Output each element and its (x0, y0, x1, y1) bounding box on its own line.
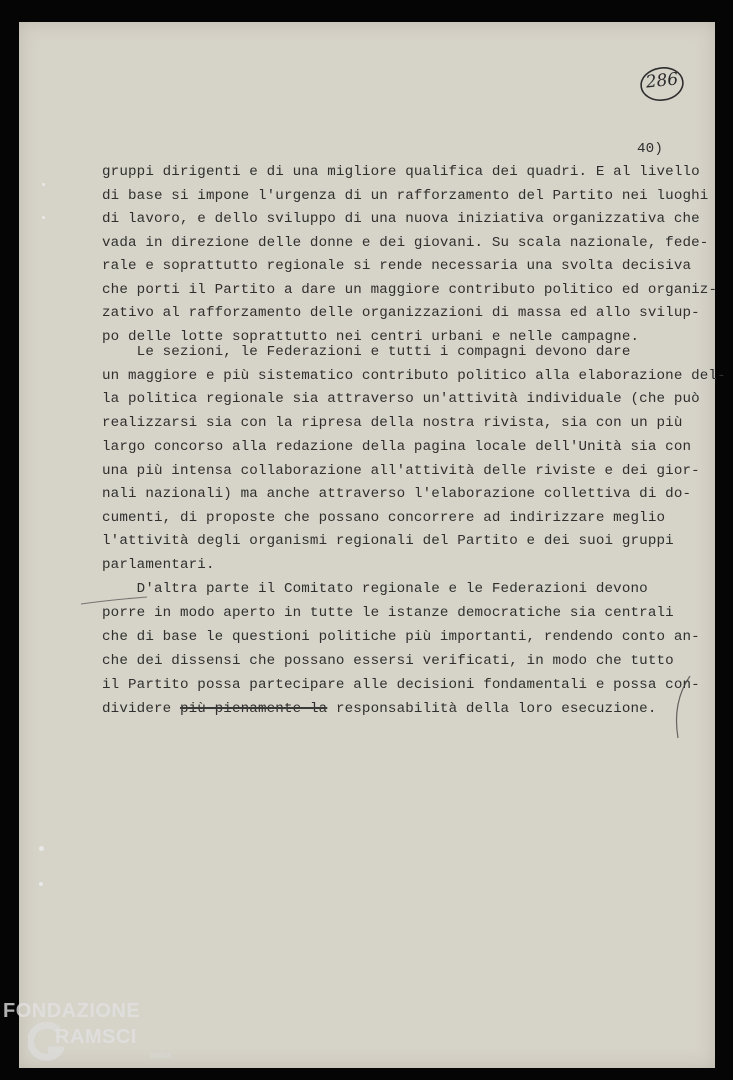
archive-stamp-number (639, 66, 685, 102)
text-line: nali nazionali) ma anche attraverso l'elaborazione collettiva di do- (102, 486, 692, 502)
text-line-with-strikethrough (102, 702, 657, 716)
pencil-bracket-icon (79, 592, 149, 608)
text-line: cumenti, di proposte che possano concorrere ad indirizzare meglio (102, 510, 666, 526)
archive-number-text: 286 (644, 69, 680, 93)
typewritten-page (19, 22, 726, 1068)
watermark-line1: FONDAZIONE (3, 1000, 141, 1022)
text-line: il Partito possa partecipare alle decisioni fondamentali e possa con- (102, 677, 700, 693)
text-line: che dei dissensi che possano essersi verificati, in modo che tutto (102, 653, 674, 669)
text-line: di base si impone l'urgenza di un rafforzamento del Partito nei luoghi (102, 188, 709, 204)
struck-text: più pienamente la (179, 701, 328, 717)
text-line: vada in direzione delle donne e dei giovani. Su scala nazionale, fede- (102, 235, 709, 251)
text-line: la politica regionale sia attraverso un'attività individuale (che può (102, 391, 700, 407)
text-line: parlamentari. (102, 557, 215, 573)
text-line: una più intensa collaborazione all'attività delle riviste e dei gior- (102, 463, 700, 479)
text-line: un maggiore e più sistematico contributo politico alla elaborazione del- (102, 368, 726, 384)
text-line: largo concorso alla redazione della pagina locale dell'Unità sia con (102, 439, 692, 455)
text-line: po delle lotte soprattutto nei centri urbani e nelle campagne. (102, 329, 640, 345)
text-line: l'attività degli organismi regionali del Partito e dei suoi gruppi (102, 533, 674, 549)
text-line: Le sezioni, le Federazioni e tutti i compagni devono dare (102, 344, 631, 360)
text-line: zativo al rafforzamento delle organizzazioni di massa ed allo svilup- (102, 305, 700, 321)
watermark-onlus: onlus (150, 1050, 172, 1060)
text-line: D'altra parte il Comitato regionale e le Federazioni devono (102, 581, 648, 597)
margin-dot (42, 183, 45, 186)
text-line: porre in modo aperto in tutte le istanze democratiche sia centrali (102, 605, 674, 621)
text-segment: responsabilità della loro esecuzione. (327, 701, 657, 717)
text-line: gruppi dirigenti e di una migliore qualifica dei quadri. E al livello (102, 164, 700, 180)
text-line: realizzarsi sia con la ripresa della nostra rivista, sia con un più (102, 415, 683, 431)
margin-dot (39, 846, 44, 851)
margin-dot (42, 216, 45, 219)
watermark-line2: RAMSCI (55, 1026, 137, 1048)
pencil-margin-mark-icon (664, 672, 694, 742)
margin-dot (39, 882, 43, 886)
text-line: rale e soprattutto regionale si rende necessaria una svolta decisiva (102, 258, 692, 274)
text-line: che porti il Partito a dare un maggiore contributo politico ed organiz- (102, 282, 718, 298)
text-line: che di base le questioni politiche più importanti, rendendo conto an- (102, 629, 700, 645)
fondazione-gramsci-watermark (0, 990, 200, 1080)
text-segment: dividere (102, 701, 180, 717)
page-number: 40) (637, 141, 663, 157)
text-line: di lavoro, e dello sviluppo di una nuova iniziativa organizzativa che (102, 211, 700, 227)
